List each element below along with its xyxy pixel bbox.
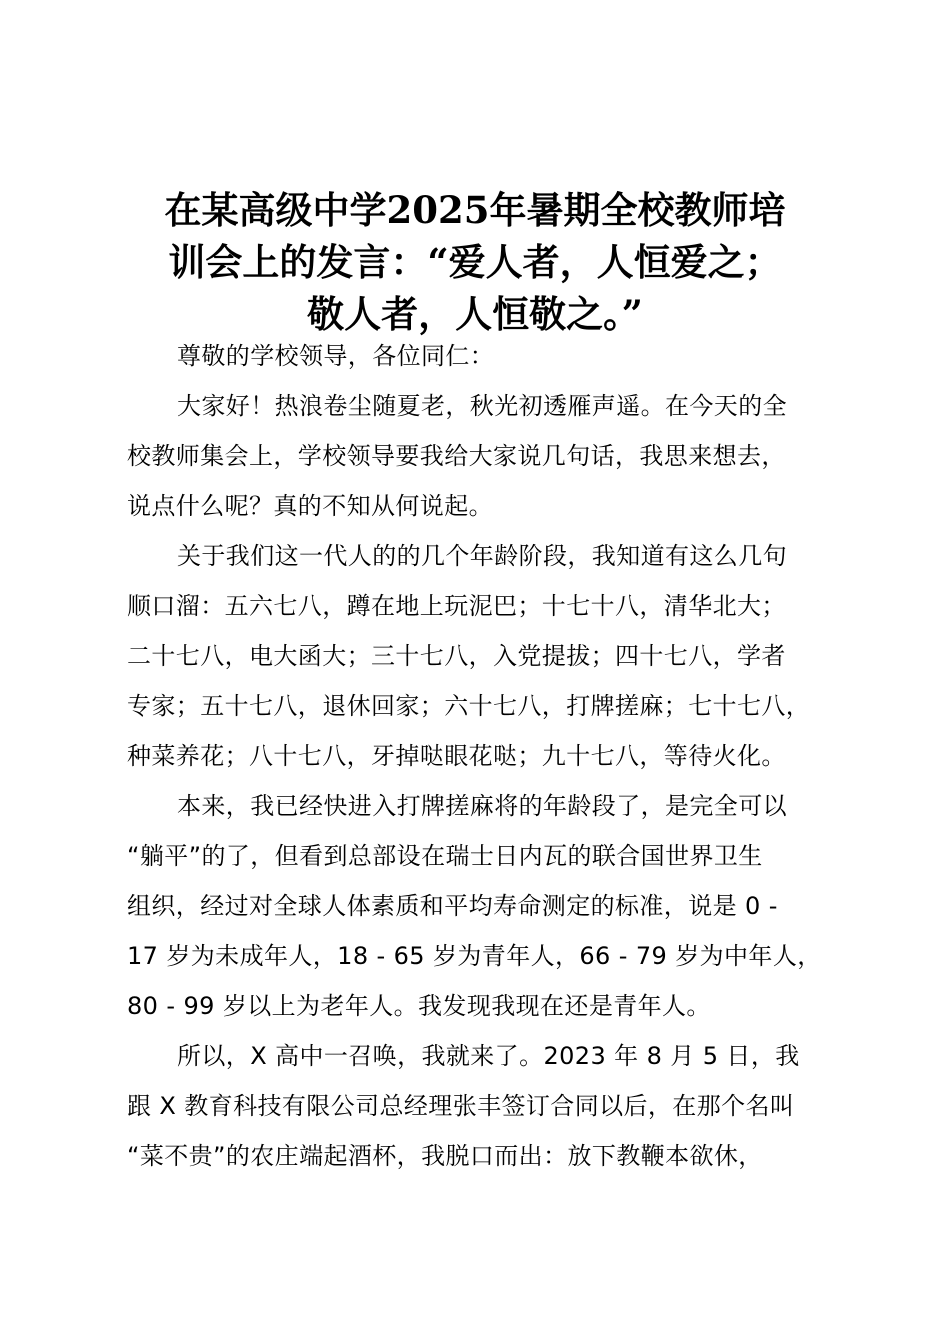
paragraph-line: 专家；五十七八，退休回家；六十七八，打牌搓麻；七十七八， <box>127 692 811 720</box>
paragraph-line: 17 岁为未成年人，18 - 65 岁为青年人，66 - 79 岁为中年人， <box>127 942 822 970</box>
contract-paragraph <box>127 1031 851 1181</box>
paragraph-line: “躺平”的了，但看到总部设在瑞士日内瓦的联合国世界卫生 <box>127 842 763 870</box>
paragraph-line: 本来，我已经快进入打牌搓麻将的年龄段了，是完全可以 <box>177 792 787 820</box>
paragraph-line: 二十七八，电大函大；三十七八，入党提拔；四十七八，学者 <box>127 642 786 670</box>
age-rhyme-paragraph <box>127 531 851 781</box>
paragraph-line: 校教师集会上，学校领导要我给大家说几句话，我思来想去， <box>127 442 786 470</box>
salutation-paragraph <box>127 331 851 381</box>
paragraph-line: 组织，经过对全球人体素质和平均寿命测定的标准，说是 0 - <box>127 892 778 920</box>
paragraph-line: 大家好！热浪卷尘随夏老，秋光初透雁声遥。在今天的全 <box>177 392 787 420</box>
who-standard-paragraph <box>127 781 851 1031</box>
paragraph-line: “菜不贵”的农庄端起酒杯，我脱口而出：放下教鞭本欲休， <box>127 1142 763 1170</box>
paragraph-line: 种菜养花；八十七八，牙掉哒眼花哒；九十七八，等待火化。 <box>127 742 786 770</box>
paragraph-line: 所以，X 高中一召唤，我就来了。2023 年 8 月 5 日，我 <box>177 1042 800 1070</box>
document-title <box>118 184 832 340</box>
paragraph-line: 尊敬的学校领导，各位同仁： <box>177 342 495 370</box>
paragraph-line: 跟 X 教育科技有限公司总经理张丰签订合同以后，在那个名叫 <box>127 1092 795 1120</box>
title-line: 训会上的发言：“爱人者，人恒爱之； <box>168 240 782 284</box>
paragraph-line: 80 - 99 岁以上为老年人。我发现我现在还是青年人。 <box>127 992 711 1020</box>
title-line: 在某高级中学2025年暑期全校教师培 <box>164 188 786 232</box>
paragraph-line: 说点什么呢？真的不知从何说起。 <box>127 492 493 520</box>
title-line: 敬人者，人恒敬之。” <box>307 292 643 336</box>
greeting-paragraph <box>127 381 851 531</box>
paragraph-line: 关于我们这一代人的的几个年龄阶段，我知道有这么几句 <box>177 542 787 570</box>
paragraph-line: 顺口溜：五六七八，蹲在地上玩泥巴；十七十八，清华北大； <box>127 592 786 620</box>
document-body <box>127 331 851 1181</box>
